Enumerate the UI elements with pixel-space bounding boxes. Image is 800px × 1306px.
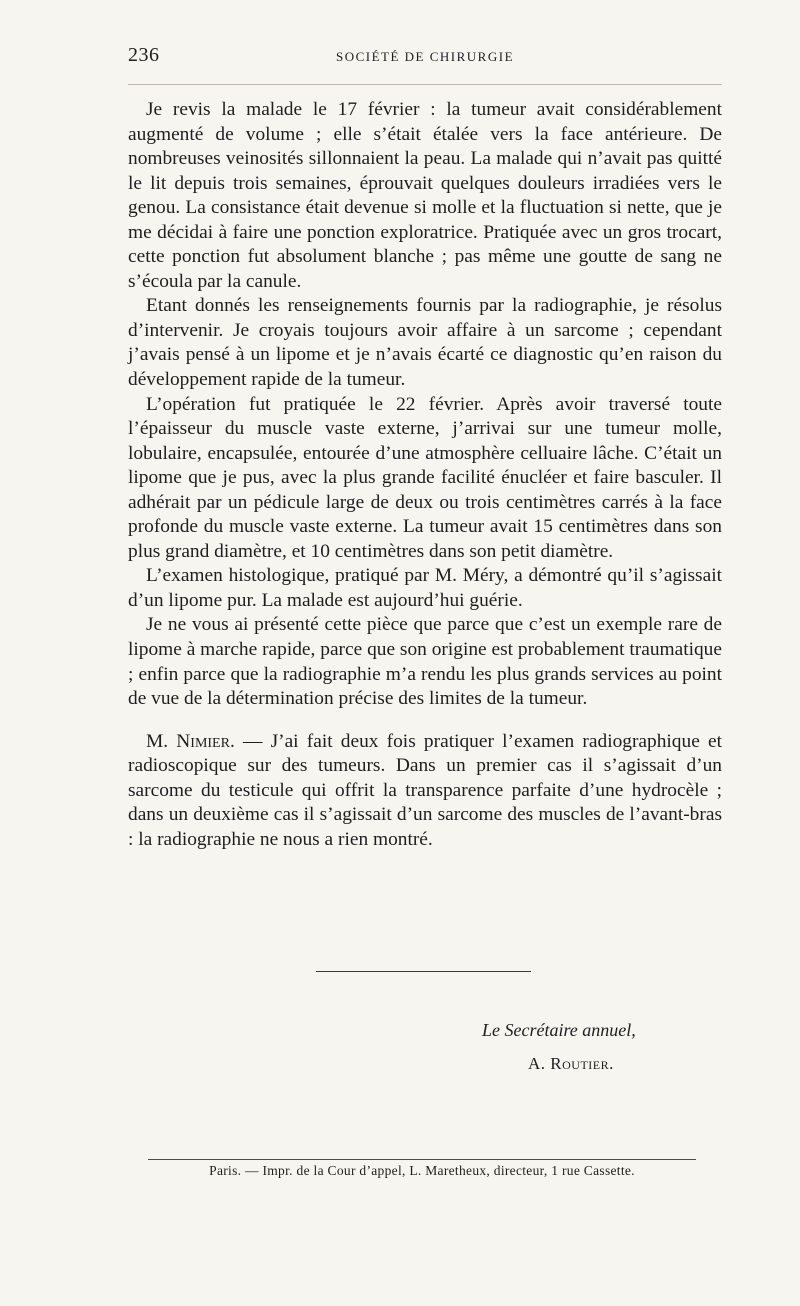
running-title: SOCIÉTÉ DE CHIRURGIE xyxy=(335,49,515,64)
paragraph-1: Je revis la malade le 17 février : la tumeur avait considérablement augmenté de volume ; elle s’était étalée vers la face antérieure. De nombreuses veinosités sillonnaient la peau. La malade qui n’avait pas quitté le lit depuis trois semaines, éprouvait quelques douleurs irradiées vers le genou. La consistance était devenue si molle et la fluctuation si nette, que je me décidai à faire une ponction exploratrice. Pratiquée avec un gros trocart, cette ponction fut absolument blanche ; pas même une goutte de sang ne s’écoula par la canule. xyxy=(128,99,722,292)
speaker-name: M. Nimier. xyxy=(146,730,235,752)
signature-name: A. Routier. xyxy=(528,1054,614,1073)
paragraph-6 xyxy=(128,730,722,853)
header-rule xyxy=(128,84,722,85)
paragraph-4: L’examen histologique, pratiqué par M. Méry, a démontré qu’il s’agissait d’un lipome pur. La malade est aujourd’hui guérie. xyxy=(128,565,722,611)
paragraph-3: L’opération fut pratiquée le 22 février. Après avoir traversé toute l’épaisseur du muscle vaste externe, j’arrivai sur une tumeur molle, lobulaire, encapsulée, entourée d’une atmosphère celluaire lâche. C’était un lipome que je pus, avec la plus grande facilité énucléer et faire basculer. Il adhérait par un pédicule large de deux ou trois centimètres carrés à la face profonde du muscle vaste externe. La tumeur avait 15 centimètres dans son plus grand diamètre, et 10 centimètres dans son petit diamètre. xyxy=(128,393,722,562)
paragraph-2: Etant donnés les renseignements fournis par la radiographie, je résolus d’intervenir. Je croyais toujours avoir affaire à un sarcome ; cependant j’avais pensé à un lipome et je n’avais écarté ce diagnostic qu’en raison du développement rapide de la tumeur. xyxy=(128,295,722,391)
body-text xyxy=(128,98,722,852)
printer-imprint: Paris. — Impr. de la Cour d’appel, L. Maretheux, directeur, 1 rue Cassette. xyxy=(209,1163,635,1178)
signature-title: Le Secrétaire annuel, xyxy=(482,1020,636,1040)
section-separator xyxy=(316,971,531,972)
paragraph-6-text: — J’ai fait deux fois pratiquer l’examen radiographique et radioscopique sur des tumeurs. Dans un premier cas il s’agissait d’un sarcome du testicule qui offrit la transparence parfaite d’une hydrocèle ; dans un deuxième cas il s’agissait d’un sarcome des muscles de l’avant-bras : la radiographie ne nous a rien montré. xyxy=(128,730,722,850)
paragraph-5: Je ne vous ai présenté cette pièce que parce que c’est un exemple rare de lipome à marche rapide, parce que son origine est probablement traumatique ; enfin parce que la radiographie m’a rendu les plus grands services au point de vue de la détermination précise des limites de la tumeur. xyxy=(128,614,722,710)
page-header xyxy=(128,44,722,70)
footer-rule xyxy=(148,1159,696,1160)
signature-block xyxy=(460,1014,722,1080)
page-number: 236 xyxy=(128,44,160,66)
